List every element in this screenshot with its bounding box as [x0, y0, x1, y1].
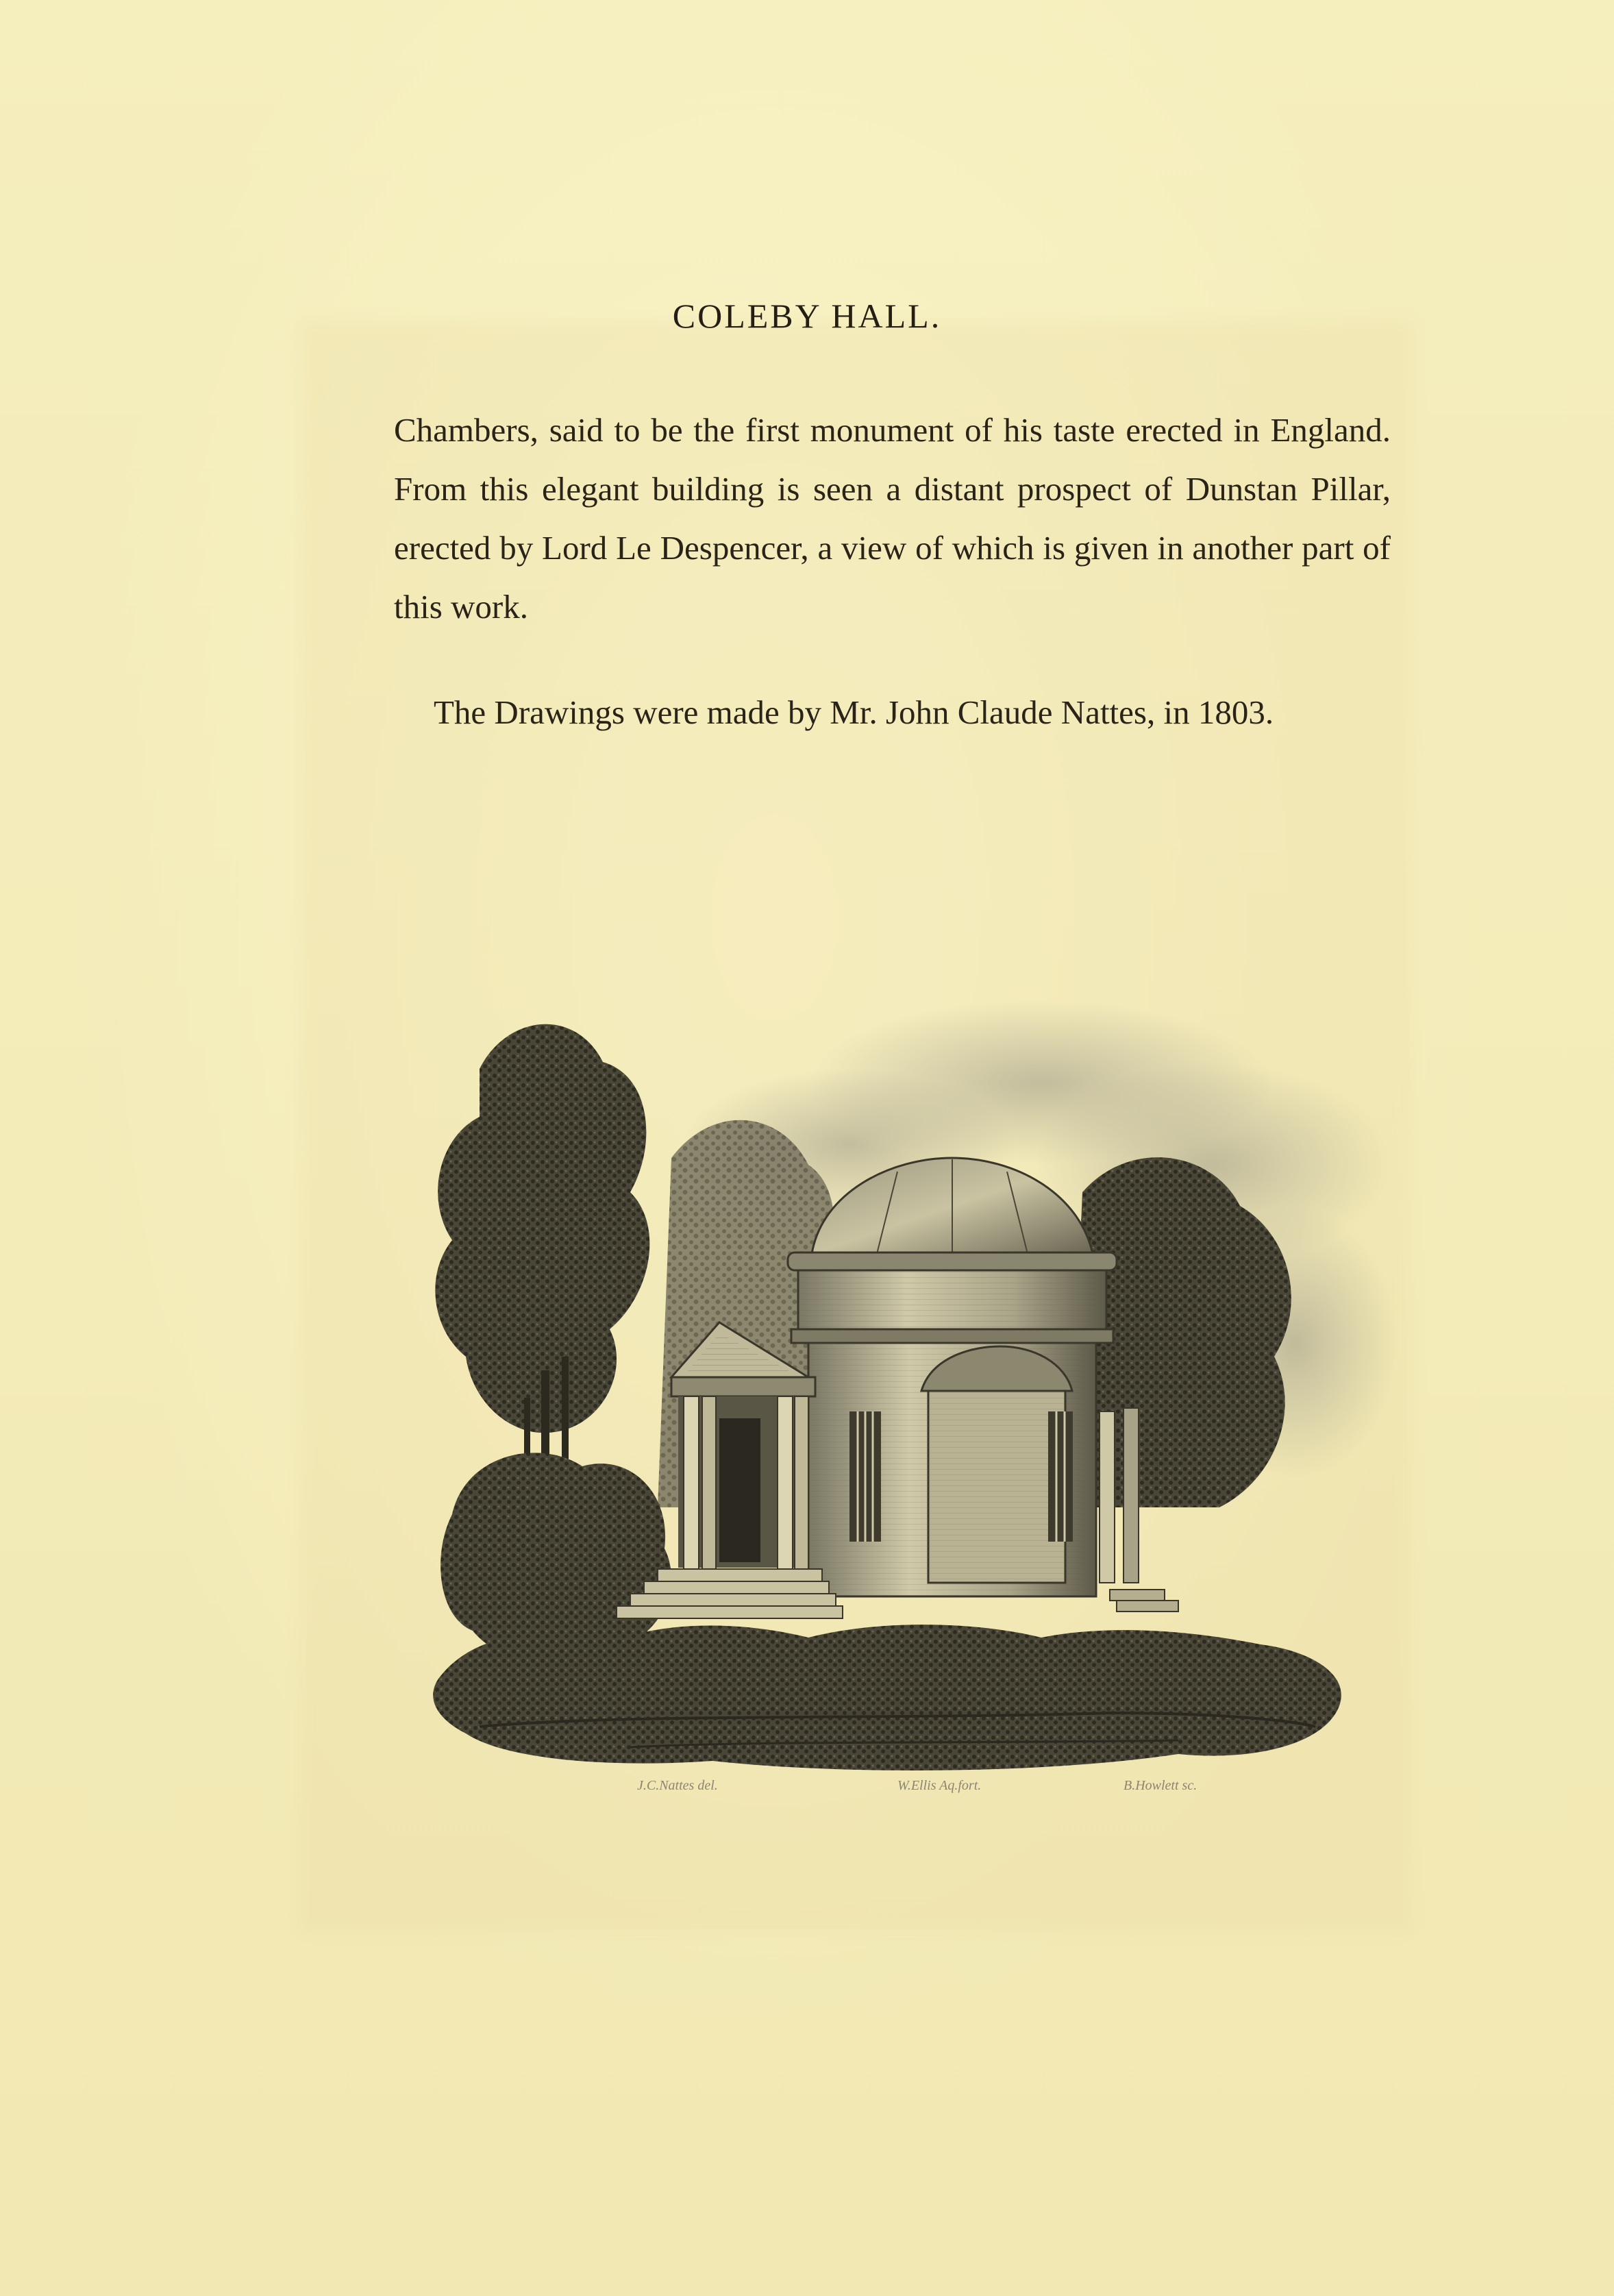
credit-delineator: J.C.Nattes del. — [637, 1778, 718, 1793]
credit-etcher: W.Ellis Aq.fort. — [897, 1778, 982, 1793]
credit-engraver: B.Howlett sc. — [1123, 1778, 1197, 1793]
body-text — [394, 401, 1391, 742]
engraving-illustration — [425, 987, 1398, 1819]
running-title: COLEBY HALL. — [672, 297, 942, 335]
paragraph-1: Chambers, said to be the first monument of his taste erected in England. From this elegant building is seen a distant prospect of Dunstan Pillar, erected by Lord Le Despencer, a view of which is given in another part of this work. — [394, 411, 1391, 626]
temple-engraving — [425, 987, 1398, 1819]
engraving-credits — [0, 1778, 1614, 1805]
paragraph-2: The Drawings were made by Mr. John Claude Nattes, in 1803. — [434, 693, 1274, 731]
